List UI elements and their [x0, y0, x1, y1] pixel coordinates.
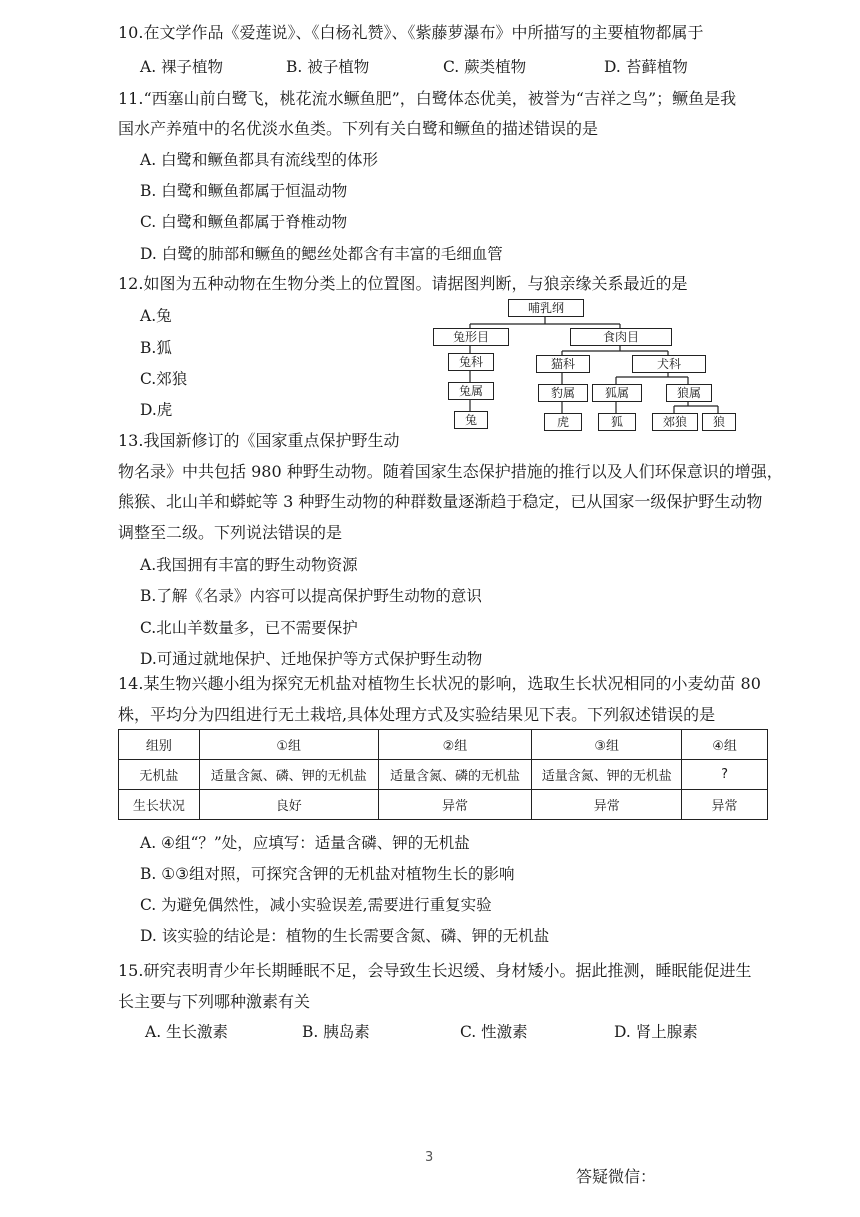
- q15-option-a: A. 生长激素: [145, 1023, 229, 1041]
- tree-node-species-coyote: 郊狼: [652, 413, 698, 431]
- tree-node-order-lagomorpha: 兔形目: [433, 328, 509, 346]
- q13-option-b: B.了解《名录》内容可以提高保护野生动物的意识: [140, 587, 482, 605]
- tree-node-genus-lepus: 兔属: [448, 382, 494, 400]
- table-header-cell: ③组: [532, 730, 682, 760]
- q11-option-a: A. 白鹭和鳜鱼都具有流线型的体形: [140, 151, 379, 169]
- tree-node-family-leporidae: 兔科: [448, 353, 494, 371]
- q12-option-a: A.兔: [140, 307, 172, 325]
- question-13-stem-3: 熊猴、北山羊和蟒蛇等 3 种野生动物的种群数量逐渐趋于稳定，已从国家一级保护野生动物: [118, 492, 763, 511]
- q14-option-b: B. ①③组对照，可探究含钾的无机盐对植物生长的影响: [140, 865, 515, 883]
- table-header-cell: 组别: [119, 730, 200, 760]
- tree-node-genus-canis: 狼属: [666, 384, 712, 402]
- classification-tree-diagram: [420, 296, 770, 436]
- question-13-stem-2: 物名录》中共包括 980 种野生动物。随着国家生态保护措施的推行以及人们环保意识的增强，: [118, 462, 783, 481]
- tree-node-genus-vulpes: 狐属: [592, 384, 642, 402]
- question-15-stem-2: 长主要与下列哪种激素有关: [118, 992, 311, 1011]
- question-14-stem-2: 株，平均分为四组进行无土栽培,具体处理方式及实验结果见下表。下列叙述错误的是: [118, 705, 716, 724]
- q13-option-a: A.我国拥有丰富的野生动物资源: [140, 556, 358, 574]
- table-header-row: [119, 730, 768, 760]
- q10-option-b: B. 被子植物: [286, 58, 370, 76]
- table-cell: 适量含氮、钾的无机盐: [532, 760, 682, 790]
- table-cell: 无机盐: [119, 760, 200, 790]
- q15-option-c: C. 性激素: [460, 1023, 528, 1041]
- q12-option-c: C.郊狼: [140, 370, 188, 388]
- experiment-table: [118, 729, 768, 820]
- q11-option-d: D. 白鹭的肺部和鳜鱼的鳃丝处都含有丰富的毛细血管: [140, 245, 503, 263]
- table-cell: 适量含氮、磷的无机盐: [378, 760, 532, 790]
- tree-node-genus-panthera: 豹属: [538, 384, 588, 402]
- wechat-label: 答疑微信：: [576, 1167, 657, 1186]
- question-14-stem-1: 14.某生物兴趣小组为探究无机盐对植物生长状况的影响，选取生长状况相同的小麦幼苗 80: [118, 674, 761, 693]
- page-number: 3: [425, 1150, 434, 1165]
- question-10-stem: 10.在文学作品《爱莲说》、《白杨礼赞》、《紫藤萝瀑布》中所描写的主要植物都属于: [118, 23, 704, 42]
- q14-option-a: A. ④组“？”处，应填写：适量含磷、钾的无机盐: [140, 834, 470, 852]
- question-11-stem-2: 国水产养殖中的名优淡水鱼类。下列有关白鹭和鳜鱼的描述错误的是: [118, 119, 599, 138]
- question-12-stem: 12.如图为五种动物在生物分类上的位置图。请据图判断，与狼亲缘关系最近的是: [118, 274, 688, 293]
- table-row: [119, 790, 768, 820]
- q14-option-c: C. 为避免偶然性，减小实验误差,需要进行重复实验: [140, 896, 492, 914]
- table-cell: ?: [682, 760, 768, 790]
- table-header-cell: ①组: [199, 730, 378, 760]
- q14-option-d: D. 该实验的结论是：植物的生长需要含氮、磷、钾的无机盐: [140, 927, 550, 945]
- table-cell: 生长状况: [119, 790, 200, 820]
- tree-node-species-rabbit: 兔: [454, 411, 488, 429]
- table-header-cell: ④组: [682, 730, 768, 760]
- question-15-stem-1: 15.研究表明青少年长期睡眠不足，会导致生长迟缓、身材矮小。据此推测，睡眠能促进生: [118, 961, 752, 980]
- tree-node-class: 哺乳纲: [508, 299, 584, 317]
- q15-option-d: D. 肾上腺素: [614, 1023, 698, 1041]
- q11-option-b: B. 白鹭和鳜鱼都属于恒温动物: [140, 182, 348, 200]
- table-header-cell: ②组: [378, 730, 532, 760]
- q10-option-a: A. 裸子植物: [140, 58, 224, 76]
- tree-node-family-felidae: 猫科: [536, 355, 590, 373]
- tree-node-species-wolf: 狼: [702, 413, 736, 431]
- table-cell: 异常: [682, 790, 768, 820]
- q10-option-c: C. 蕨类植物: [443, 58, 527, 76]
- question-13-stem-4: 调整至二级。下列说法错误的是: [118, 523, 343, 542]
- table-cell: 良好: [199, 790, 378, 820]
- q13-option-d: D.可通过就地保护、迁地保护等方式保护野生动物: [140, 650, 483, 668]
- q15-option-b: B. 胰岛素: [302, 1023, 370, 1041]
- tree-node-species-tiger: 虎: [544, 413, 582, 431]
- q12-option-d: D.虎: [140, 401, 173, 419]
- q13-option-c: C.北山羊数量多，已不需要保护: [140, 619, 358, 637]
- table-cell: 适量含氮、磷、钾的无机盐: [199, 760, 378, 790]
- table-cell: 异常: [532, 790, 682, 820]
- question-13-stem-1: 13.我国新修订的《国家重点保护野生动: [118, 431, 400, 450]
- tree-node-order-carnivora: 食肉目: [570, 328, 672, 346]
- q11-option-c: C. 白鹭和鳜鱼都属于脊椎动物: [140, 213, 348, 231]
- tree-node-species-fox: 狐: [598, 413, 636, 431]
- table-row: [119, 760, 768, 790]
- table-cell: 异常: [378, 790, 532, 820]
- tree-node-family-canidae: 犬科: [632, 355, 706, 373]
- q12-option-b: B.狐: [140, 339, 172, 357]
- question-11-stem-1: 11.“西塞山前白鹭飞，桃花流水鳜鱼肥”，白鹭体态优美，被誉为“吉祥之鸟”；鳜鱼是我: [118, 89, 737, 108]
- q10-option-d: D. 苔藓植物: [604, 58, 688, 76]
